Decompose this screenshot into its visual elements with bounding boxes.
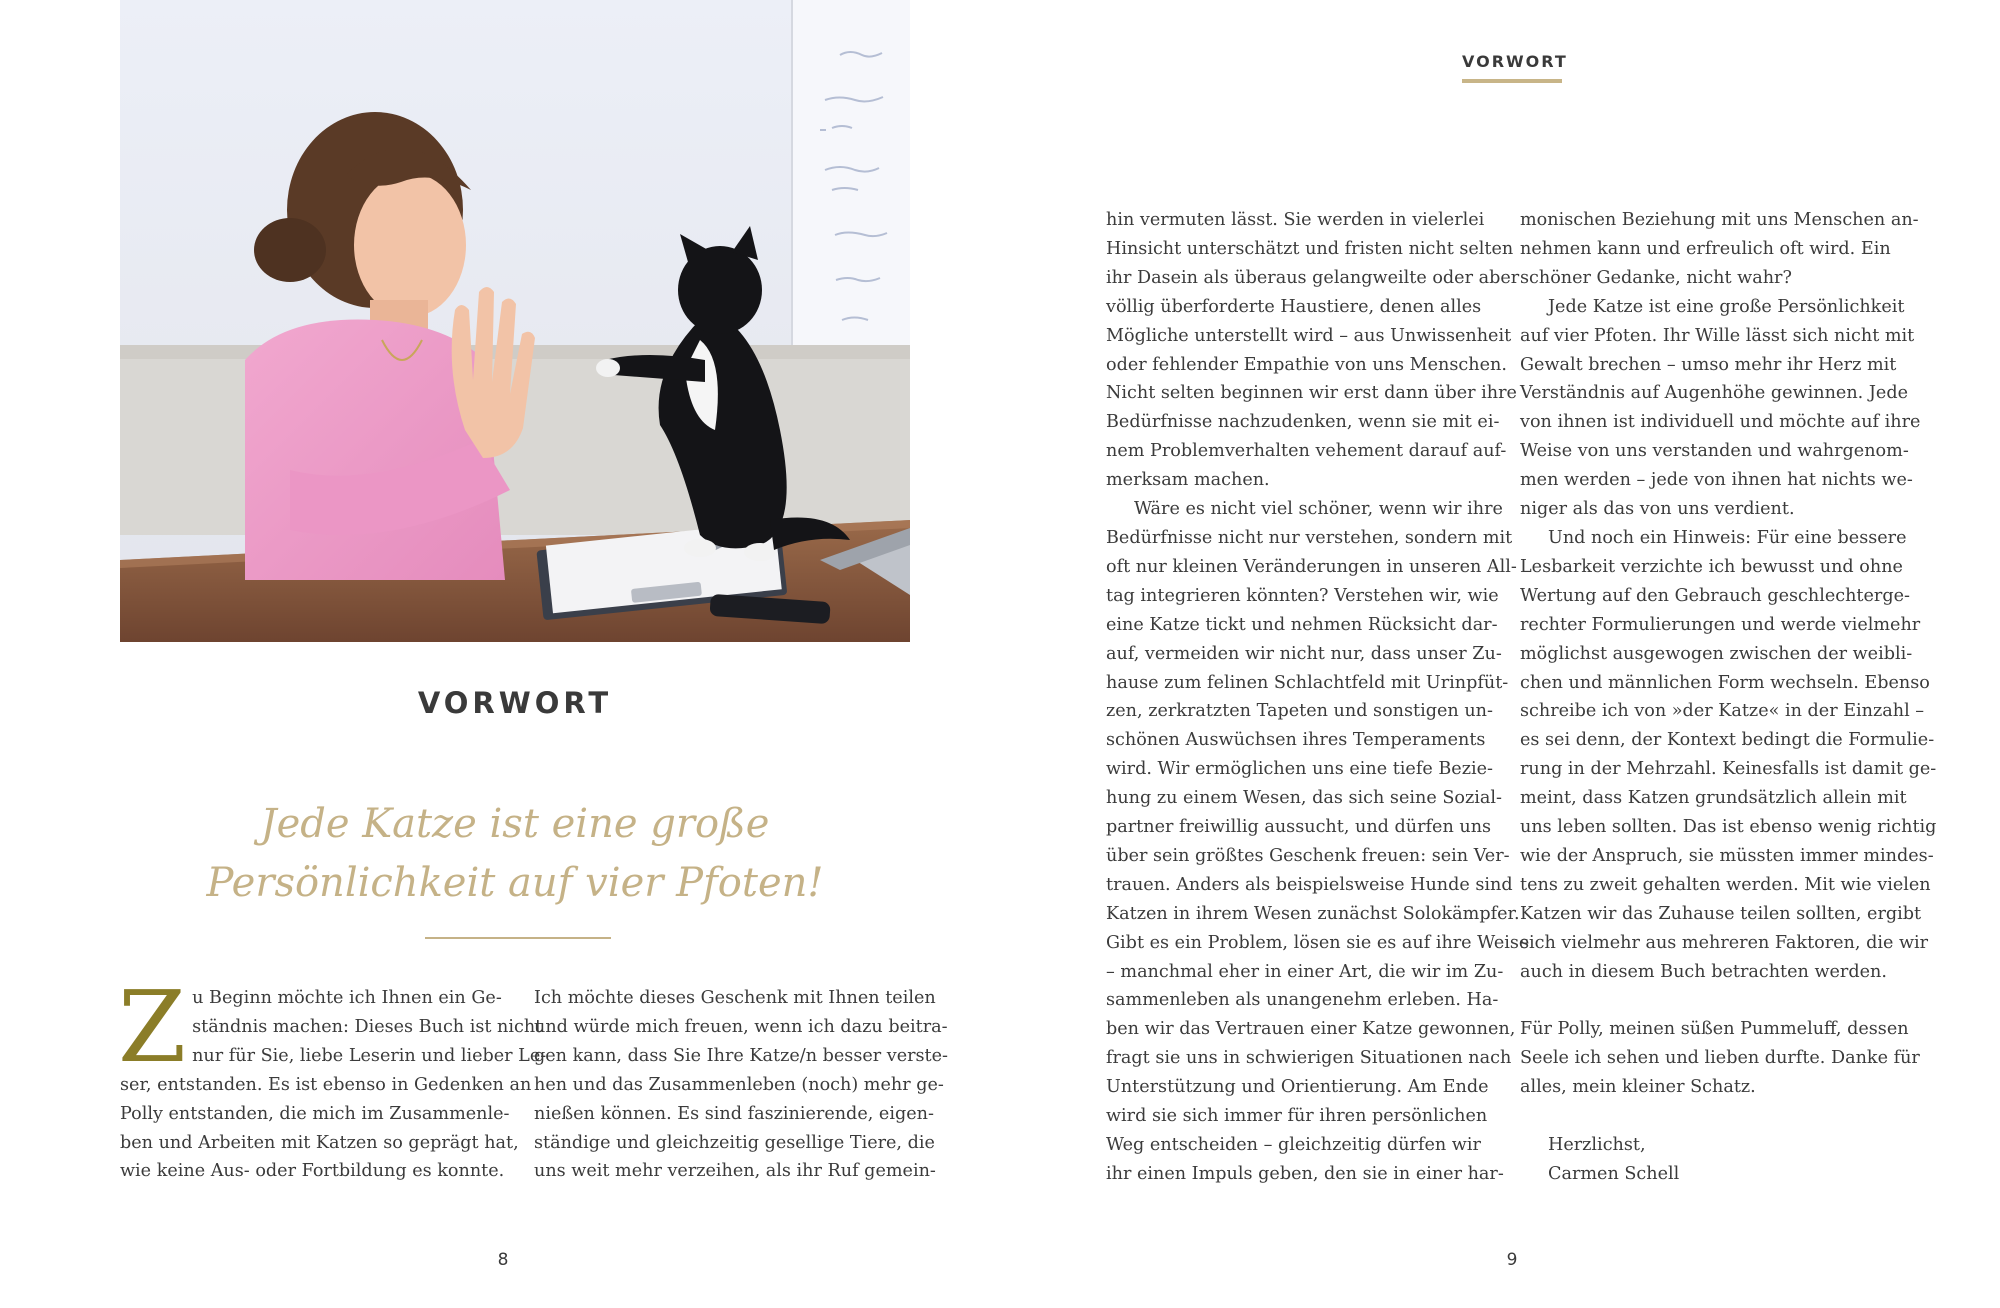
text-line: auf vier Pfoten. Ihr Wille lässt sich nicht mit (1520, 325, 1915, 346)
text-line: nur für Sie, liebe Leserin und lieber Le- (192, 1045, 547, 1066)
text-line: tens zu zweit gehalten werden. Mit wie vielen (1520, 874, 1931, 895)
text-line: fragt sie uns in schwierigen Situationen nach (1106, 1048, 1512, 1069)
running-head: VORWORT (1462, 52, 1568, 71)
text-line: monischen Beziehung mit uns Menschen an- (1520, 210, 1919, 230)
text-line: wie der Anspruch, sie müssten immer mindes- (1520, 845, 1934, 866)
dedication (1520, 1015, 1920, 1102)
text-line: Hinsicht unterschätzt und fristen nicht selten (1106, 238, 1514, 259)
text-line: wird. Wir ermöglichen uns eine tiefe Bezie- (1106, 759, 1493, 780)
text-line: schöner Gedanke, nicht wahr? (1520, 267, 1792, 288)
text-line: hause zum felinen Schlachtfeld mit Urinpfüt- (1106, 672, 1509, 693)
text-line: Weise von uns verstanden und wahrgenom- (1520, 441, 1909, 462)
paragraph (1106, 495, 1530, 1189)
chapter-title: VORWORT (417, 686, 613, 720)
text-line: über sein größtes Geschenk freuen: sein Ver- (1106, 845, 1510, 866)
text-line: partner freiwillig aussucht, und dürfen uns (1106, 817, 1492, 838)
text-line: Bedürfnisse nachzudenken, wenn sie mit ei- (1106, 412, 1500, 433)
motto-line: Persönlichkeit auf vier Pfoten! (206, 860, 824, 906)
text-line: Nicht selten beginnen wir erst dann über ihre (1106, 383, 1517, 404)
text-line: schreibe ich von »der Katze« in der Einzahl – (1520, 701, 1925, 722)
text-line: alles, mein kleiner Schatz. (1520, 1077, 1756, 1098)
text-line: zen, zerkratzten Tapeten und sonstigen un- (1106, 701, 1493, 722)
text-line: nehmen kann und erfreulich oft wird. Ein (1520, 238, 1891, 259)
text-line: – manchmal eher in einer Art, die wir im Zu- (1106, 961, 1504, 982)
text-line: nem Problemverhalten vehement darauf auf- (1106, 441, 1507, 462)
page-number-right: 9 (1506, 1250, 1518, 1270)
text-line: auch in diesem Buch betrachten werden. (1520, 961, 1887, 982)
spacer (1520, 986, 1900, 1015)
text-line: auf, vermeiden wir nicht nur, dass unser Zu- (1106, 643, 1502, 664)
text-line: Wäre es nicht viel schöner, wenn wir ihre (1134, 499, 1503, 520)
text-line: rechter Formulierungen und werde vielmehr (1520, 614, 1921, 635)
motto-line: Jede Katze ist eine große (260, 801, 770, 847)
text-line: ihr Dasein als überaus gelangweilte oder aber (1106, 267, 1520, 288)
text-line: hung zu einem Wesen, das sich seine Sozial- (1106, 788, 1502, 809)
spacer (1520, 1102, 1900, 1131)
text-line: uns leben sollten. Das ist ebenso wenig richtig (1520, 817, 1937, 838)
page-number-left: 8 (497, 1250, 509, 1270)
text-line: ser, entstanden. Es ist ebenso in Gedenken an (120, 1074, 532, 1095)
text-line: Jede Katze ist eine große Persönlichkeit (1548, 296, 1905, 317)
running-head-underline (1462, 79, 1562, 83)
text-line: trauen. Anders als beispielsweise Hunde sind (1106, 874, 1513, 895)
text-line: oder fehlender Empathie von uns Menschen. (1106, 354, 1507, 375)
text-line: men werden – jede von ihnen hat nichts we- (1520, 470, 1913, 491)
text-line: uns weit mehr verzeihen, als ihr Ruf gemein- (534, 1161, 936, 1182)
text-line: niger als das von uns verdient. (1520, 499, 1795, 520)
text-line: ständnis machen: Dieses Buch ist nicht (192, 1016, 543, 1037)
text-line: merksam machen. (1106, 470, 1270, 491)
text-line: Weg entscheiden – gleichzeitig dürfen wir (1106, 1135, 1481, 1155)
text-line: von ihnen ist individuell und möchte auf ihre (1520, 412, 1921, 433)
text-line: Wertung auf den Gebrauch geschlechterge- (1520, 585, 1910, 606)
text-line: Seele ich sehen und lieben durfte. Danke für (1520, 1048, 1920, 1069)
right-text-column-2 (1520, 206, 1937, 1189)
text-line: sich vielmehr aus mehreren Faktoren, die wir (1520, 932, 1929, 953)
paragraph (534, 984, 948, 1186)
text-line: Katzen wir das Zuhause teilen sollten, ergibt (1520, 903, 1922, 924)
text-line: wie keine Aus- oder Fortbildung es konnte. (120, 1161, 505, 1182)
text-line: ständige und gleichzeitig gesellige Tiere, die (534, 1132, 935, 1153)
text-line: und würde mich freuen, wenn ich dazu beitra- (534, 1016, 948, 1037)
text-line: nießen können. Es sind faszinierende, eigen- (534, 1103, 934, 1124)
text-line: Und noch ein Hinweis: Für eine bessere (1548, 527, 1907, 548)
text-line: wird sie sich immer für ihren persönlichen (1106, 1106, 1488, 1127)
text-line: Ich möchte dieses Geschenk mit Ihnen teilen (534, 988, 936, 1008)
text-line: ihr einen Impuls geben, den sie in einer har- (1106, 1163, 1504, 1184)
paragraph (1520, 206, 1919, 293)
text-line: Unterstützung und Orientierung. Am Ende (1106, 1077, 1489, 1098)
text-line: es sei denn, der Kontext bedingt die Formulie- (1520, 730, 1935, 751)
text-line: rung in der Mehrzahl. Keinesfalls ist damit ge- (1520, 759, 1937, 780)
text-line: Bedürfnisse nicht nur verstehen, sondern mit (1106, 527, 1513, 548)
text-line: schönen Auswüchsen ihres Temperaments (1106, 730, 1486, 751)
text-line: völlig überforderte Haustiere, denen alles (1106, 296, 1482, 317)
text-line: hen und das Zusammenleben (noch) mehr ge- (534, 1074, 944, 1095)
left-text-column-2 (534, 984, 948, 1186)
text-line: u Beginn möchte ich Ihnen ein Ge- (192, 988, 502, 1008)
paragraph (1106, 206, 1520, 495)
text-line: Lesbarkeit verzichte ich bewusst und ohne (1520, 556, 1903, 577)
text-line: sammenleben als unangenehm erleben. Ha- (1106, 990, 1499, 1011)
text-line: Gewalt brechen – umso mehr ihr Herz mit (1520, 354, 1897, 375)
text-line: Verständnis auf Augenhöhe gewinnen. Jede (1520, 383, 1908, 404)
text-line: Mögliche unterstellt wird – aus Unwissenheit (1106, 325, 1512, 346)
text-line: chen und männlichen Form wechseln. Ebenso (1520, 672, 1930, 693)
closing: Herzlichst, (1548, 1134, 1646, 1155)
text-line: hin vermuten lässt. Sie werden in vielerlei (1106, 210, 1485, 230)
text-line: Polly entstanden, die mich im Zusammenle- (120, 1103, 510, 1124)
text-line: oft nur kleinen Veränderungen in unseren All- (1106, 556, 1517, 577)
left-text-column-1 (118, 971, 547, 1186)
paragraph (1520, 524, 1937, 987)
text-line: meint, dass Katzen grundsätzlich allein mit (1520, 788, 1907, 809)
text-line: ben wir das Vertrauen einer Katze gewonnen, (1106, 1019, 1516, 1040)
text-line: eine Katze tickt und nehmen Rücksicht dar- (1106, 614, 1498, 635)
right-text-column-1 (1106, 206, 1530, 1189)
paragraph (1520, 293, 1921, 524)
drop-cap: Z (118, 971, 187, 1085)
text-line: Für Polly, meinen süßen Pummeluff, dessen (1520, 1019, 1909, 1040)
photo-woman-high-five-cat (120, 0, 910, 642)
text-line: gen kann, dass Sie Ihre Katze/n besser verste- (534, 1045, 948, 1066)
text-line: tag integrieren könnten? Verstehen wir, wie (1106, 585, 1499, 606)
text-line: Katzen in ihrem Wesen zunächst Solokämpfer. (1106, 903, 1520, 924)
motto-divider (425, 937, 611, 939)
author-signature: Carmen Schell (1548, 1163, 1680, 1184)
chapter-motto (160, 795, 870, 913)
text-line: ben und Arbeiten mit Katzen so geprägt hat, (120, 1132, 519, 1153)
text-line: möglichst ausgewogen zwischen der weibli- (1520, 643, 1913, 664)
text-line: Gibt es ein Problem, lösen sie es auf ihre Weise (1106, 932, 1530, 953)
